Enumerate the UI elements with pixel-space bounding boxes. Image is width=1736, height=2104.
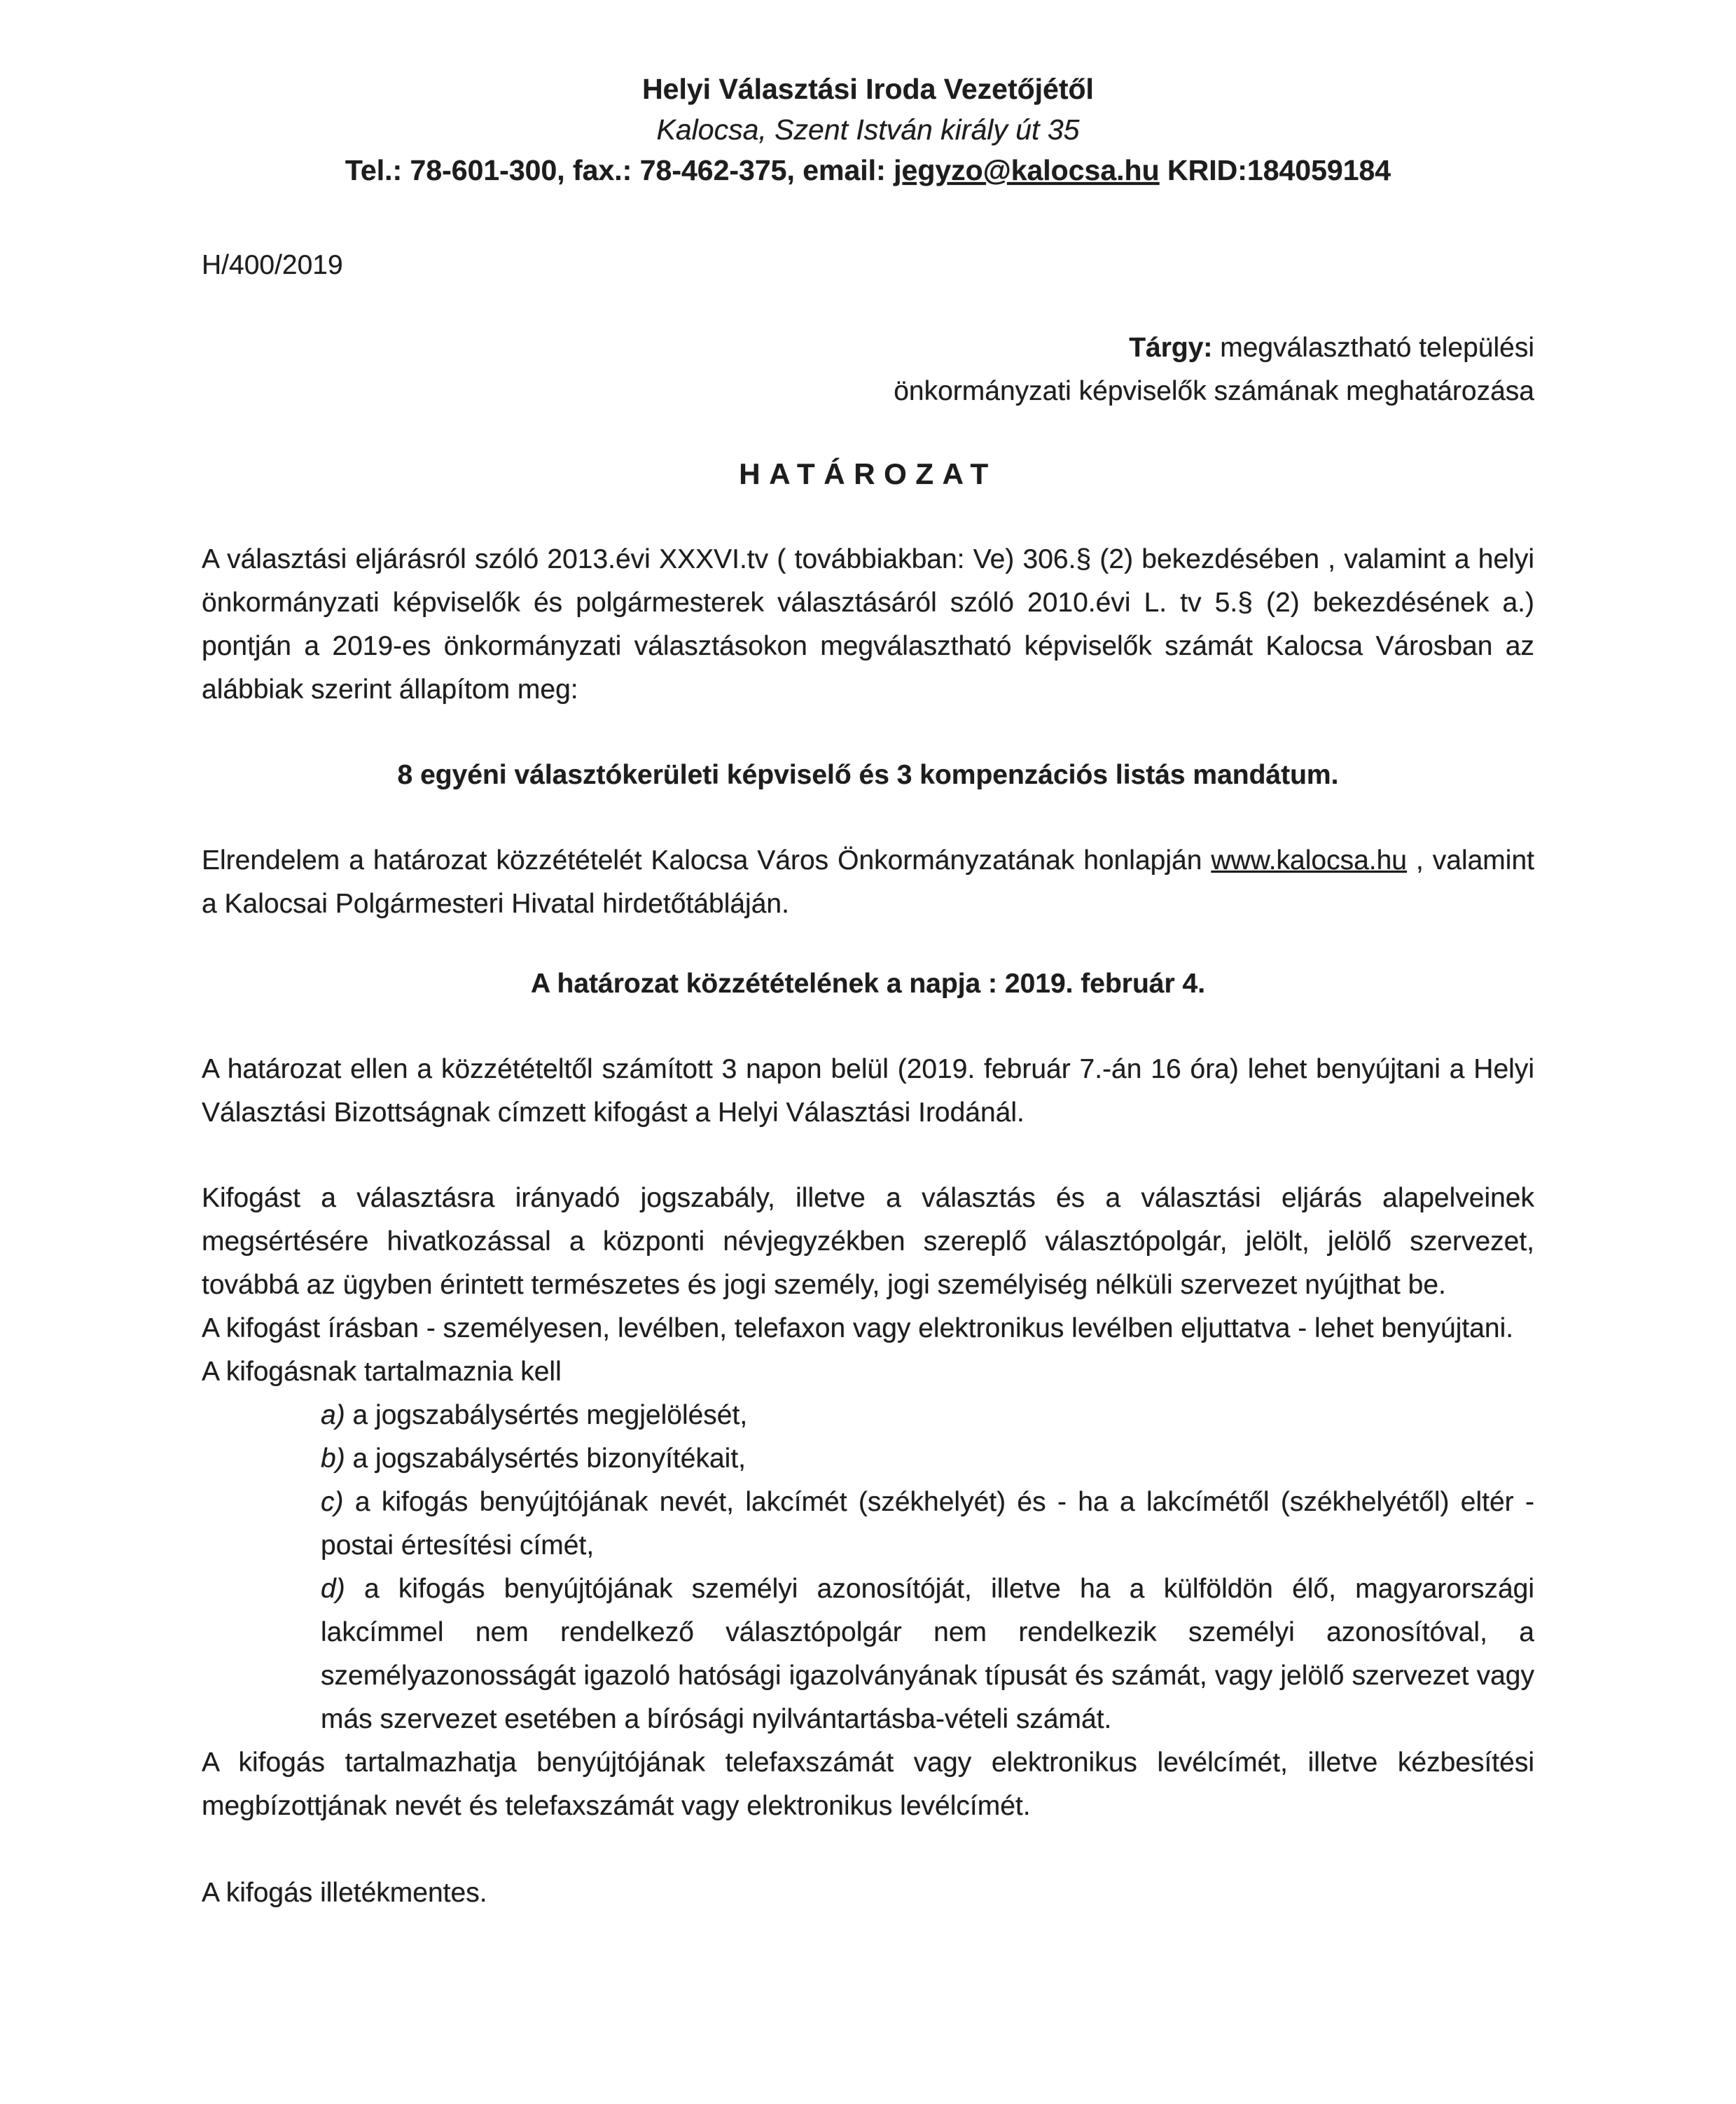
paragraph-publication — [202, 839, 1534, 926]
list-item-b-marker: b) — [321, 1444, 345, 1474]
list-item-d — [321, 1567, 1534, 1741]
list-item-c — [321, 1481, 1534, 1567]
list-item-d-text: a kifogás benyújtójának személyi azonosítóját, illetve ha a külföldön élő, magyarországi lakcímmel nem rendelkező választópolgár nem rendelkezik személyi azonosítóval, a személyazonosságát igazoló hatósági igazolványának típusát és számát, vagy jelölő szervezet vagy más szervezet esetében a bírósági nyilvántartásba-vételi számát. — [321, 1574, 1534, 1734]
subject-line-2: önkormányzati képviselők számának meghatározása — [894, 376, 1534, 406]
fee-note: A kifogás illetékmentes. — [202, 1878, 487, 1908]
list-item-a — [321, 1394, 1534, 1437]
subject-line-1 — [202, 326, 1534, 370]
letterhead — [202, 69, 1534, 191]
list-item-c-marker: c) — [321, 1487, 344, 1517]
publication-text-after: , valamint a Kalocsai Polgármesteri Hivatal hirdetőtábláján. — [202, 845, 1534, 919]
subject-line-1-text: megválasztható települési — [1212, 333, 1534, 363]
mandate-statement: 8 egyéni választókerületi képviselő és 3 kompenzációs listás mandátum. — [397, 760, 1339, 790]
list-item-c-text: a kifogás benyújtójának nevét, lakcímét (székhelyét) és - ha a lakcímétől (székhelyétől) eltér - postai értesítési címét, — [321, 1487, 1534, 1560]
list-item-d-marker: d) — [321, 1574, 345, 1604]
publication-text-before: Elrendelem a határozat közzétételét Kalocsa Város Önkormányzatának honlapján — [202, 845, 1211, 875]
list-item-a-marker: a) — [321, 1400, 345, 1430]
paragraph-objection-who: Kifogást a választásra irányadó jogszabály, illetve a választás és a választási eljárás alapelveinek megsértésére hivatkozással a központi névjegyzékben szereplő választópolgár, jelölt, jelölő szervezet, továbbá az ügyben érintett természetes és jogi személy, jogi személyiség nélküli szervezet nyújthat be. — [202, 1183, 1534, 1300]
paragraph-appeal-deadline: A határozat ellen a közzétételtől számított 3 napon belül (2019. február 7.-án 16 óra) lehet benyújtani a Helyi Választási Bizottságnak címzett kifogást a Helyi Választási Irodánál. — [202, 1054, 1534, 1128]
publication-date-statement: A határozat közzétételének a napja : 2019. február 4. — [530, 969, 1206, 999]
paragraph-objection-must-contain: A kifogásnak tartalmaznia kell — [202, 1357, 562, 1387]
paragraph-objection-how: A kifogást írásban - személyesen, levélben, telefaxon vagy elektronikus levélben eljuttatva - lehet benyújtani. — [202, 1313, 1514, 1343]
list-item-a-text: a jogszabálysértés megjelölését, — [345, 1400, 748, 1430]
reference-number: H/400/2019 — [202, 250, 343, 280]
list-item-b-text: a jogszabálysértés bizonyítékait, — [345, 1444, 746, 1474]
email-link[interactable]: jegyzo@kalocsa.hu — [894, 154, 1160, 186]
subject-label: Tárgy: — [1129, 333, 1213, 363]
paragraph-intro: A választási eljárásról szóló 2013.évi XXXVI.tv ( továbbiakban: Ve) 306.§ (2) bekezdésében , valamint a helyi önkormányzati képviselők és polgármesterek választásáról szóló 2010.évi L. tv 5.§ (2) bekezdésének a.) pontján a 2019-es önkormányzati választásokon megválasztható képviselők számát Kalocsa Városban az alábbiak szerint állapítom meg: — [202, 544, 1534, 705]
objection-section — [202, 1177, 1534, 1828]
website-link[interactable]: www.kalocsa.hu — [1211, 845, 1407, 875]
document-title: HATÁROZAT — [739, 457, 997, 490]
letterhead-address: Kalocsa, Szent István király út 35 — [656, 113, 1080, 146]
contact-krid: KRID:184059184 — [1159, 154, 1391, 186]
letterhead-office-name: Helyi Választási Iroda Vezetőjétől — [642, 73, 1094, 105]
list-item-b — [321, 1437, 1534, 1481]
paragraph-objection-optional: A kifogás tartalmazhatja benyújtójának telefaxszámát vagy elektronikus levélcímét, illetve kézbesítési megbízottjának nevét és telefaxszámát vagy elektronikus levélcímét. — [202, 1747, 1534, 1821]
letterhead-contact-line — [202, 150, 1534, 191]
subject-block — [202, 326, 1534, 413]
contact-phone-fax: Tel.: 78-601-300, fax.: 78-462-375, email: — [345, 154, 894, 186]
